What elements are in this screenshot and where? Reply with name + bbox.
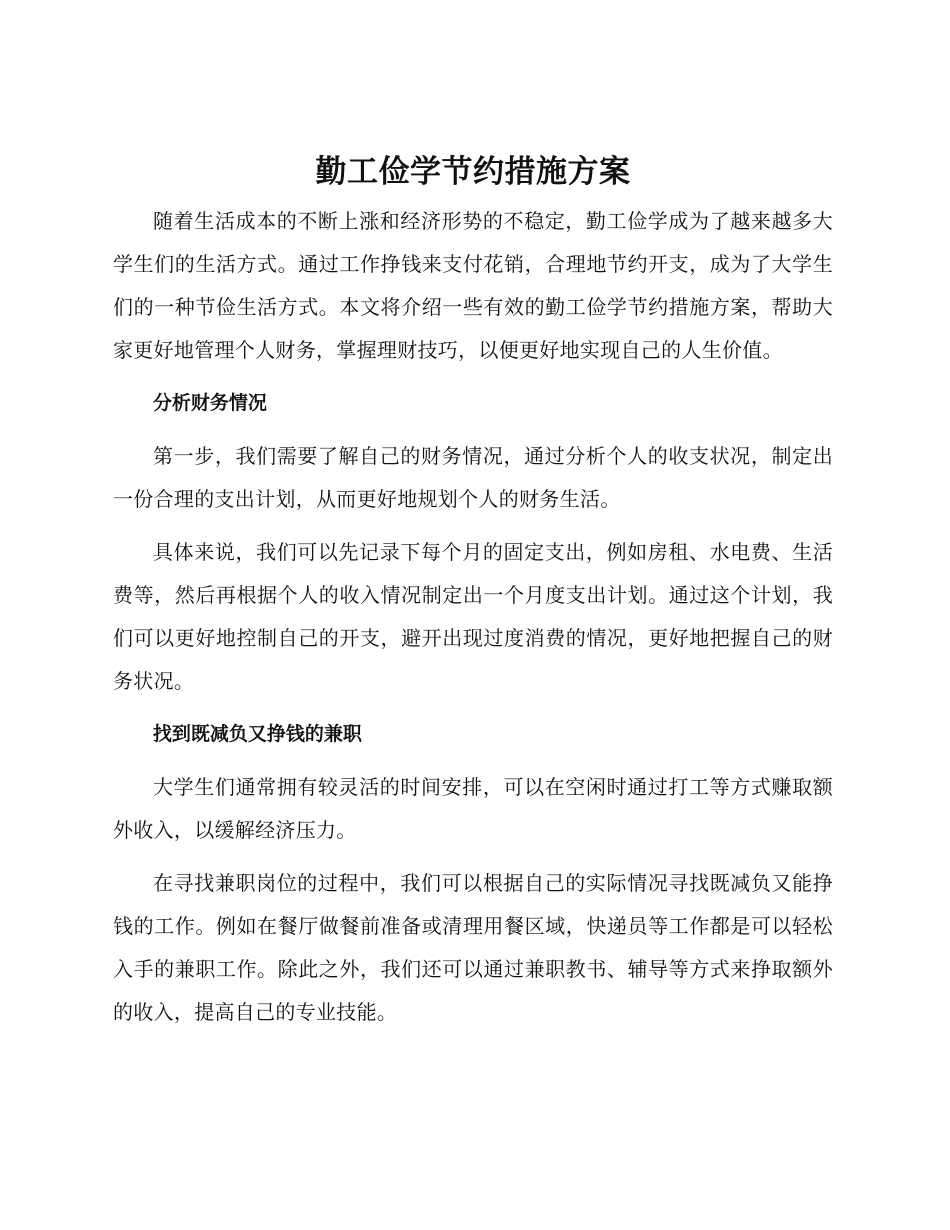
- part-time-jobs-paragraph-1: 大学生们通常拥有较灵活的时间安排，可以在空闲时通过打工等方式赚取额外收入，以缓解经济压力。: [113, 775, 833, 842]
- section-heading-part-time-jobs: 找到既减负又挣钱的兼职: [152, 723, 362, 745]
- part-time-jobs-paragraph-2: 在寻找兼职岗位的过程中，我们可以根据自己的实际情况寻找既减负又能挣钱的工作。例如在餐厅做餐前准备或清理用餐区域，快递员等工作都是可以轻松入手的兼职工作。除此之外，我们还可以通过兼职教书、辅导等方式来挣取额外的收入，提高自己的专业技能。: [113, 871, 833, 1024]
- finance-analysis-paragraph-1: 第一步，我们需要了解自己的财务情况，通过分析个人的收支状况，制定出一份合理的支出计划，从而更好地规划个人的财务生活。: [113, 444, 833, 511]
- document-title: 勤工俭学节约措施方案: [315, 154, 631, 190]
- finance-analysis-paragraph-2: 具体来说，我们可以先记录下每个月的固定支出，例如房租、水电费、生活费等，然后再根据个人的收入情况制定出一个月度支出计划。通过这个计划，我们可以更好地控制自己的开支，避开出现过度消费的情况，更好地把握自己的财务状况。: [113, 540, 833, 693]
- document-page: [113, 150, 833, 1034]
- intro-paragraph: 随着生活成本的不断上涨和经济形势的不稳定，勤工俭学成为了越来越多大学生们的生活方式。通过工作挣钱来支付花销，合理地节约开支，成为了大学生们的一种节俭生活方式。本文将介绍一些有效的勤工俭学节约措施方案，帮助大家更好地管理个人财务，掌握理财技巧，以便更好地实现自己的人生价值。: [113, 209, 833, 362]
- section-heading-finance-analysis: 分析财务情况: [152, 392, 267, 414]
